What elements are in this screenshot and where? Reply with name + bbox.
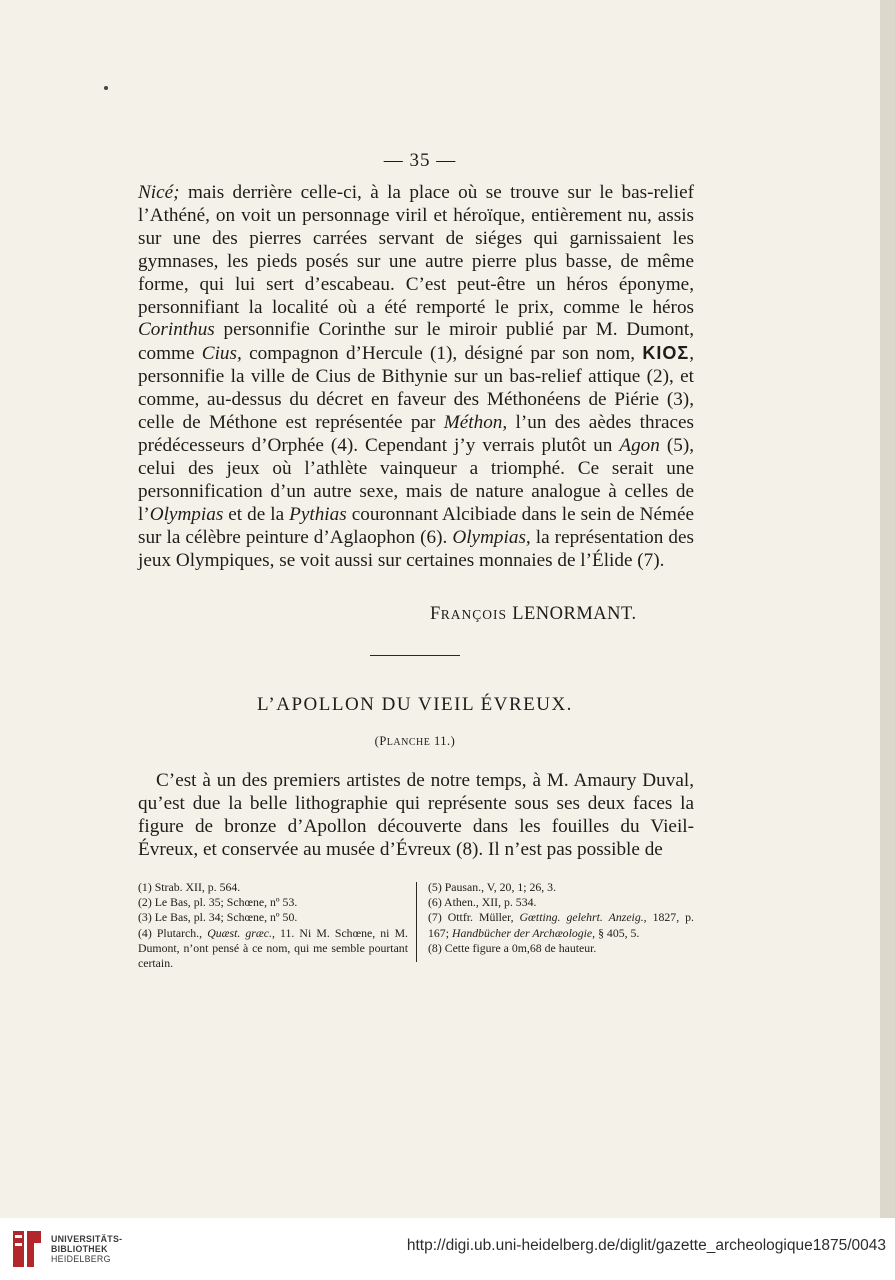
text-run: compagnon d’Hercule (1), désigné par son nom, [241,343,643,365]
plate-number: 11.) [430,734,456,748]
text-run: (3) Le Bas, pl. 34; Schœne, nº 50. [138,910,298,925]
italic-term: Olympias [149,503,224,525]
italic-term: Nicé; [138,182,180,203]
text-run: (4) Plutarch., [138,925,208,940]
italic-term: Pythias [289,503,347,525]
italic-term: Quæst. græc., [207,925,275,940]
footnote [138,910,408,925]
text-run: mais derrière celle-ci, à la place où se trouve sur le bas-relief l’Athéné, on voit un personnage viril et héroïque, entièrement nu, assis sur une des pierres carrées servant de siéges qui garnissaient les gymnases, les pieds posés sur une autre pierre plus basse, de même forme, qui lui sert d’escabeau. C’est peut-être un héros éponyme, personnifiant la localité où a été remporté le prix, comme le héros [138,182,694,318]
text-run: (5), celui des jeux où l’athlète vainqueur a triomphé. Ce serait une personnification d’un autre sexe, mais de nature analogue à celles de l’ [138,434,695,525]
text-run: (6) Athen., XII, p. 534. [428,895,537,910]
section-divider [370,655,460,656]
source-url-link[interactable]: http://digi.ub.uni-heidelberg.de/diglit/gazette_archeologique1875/0043 [406,1237,886,1254]
heidelberg-library-logo-icon [10,1229,44,1269]
text-run: (7) Ottfr. Müller, [428,910,520,925]
footnote [138,880,408,895]
italic-term: Corinthus [138,319,215,341]
footnotes-left-column [138,880,408,971]
footnote [138,926,408,972]
footnote [428,941,694,956]
text-run: 11. Ni M. Schœne, ni M. Dumont, n’ont pensé à ce nom, qui me semble pourtant certain. [138,925,409,971]
paragraph [138,182,694,572]
footnote [428,880,694,895]
italic-term: Cius, [201,343,242,365]
text-run: personnifie Corinthe sur le miroir publié par M. Dumont, comme [138,319,694,365]
plate-reference [0,734,830,749]
plate-open: (P [374,734,387,748]
text-run: (2) Le Bas, pl. 35; Schœne, nº 53. [138,895,298,910]
library-name-line3: HEIDELBERG [51,1254,111,1264]
footnote [428,895,694,910]
italic-term: Méthon, [443,412,508,434]
text-run: couronnant Alcibiade dans le sein de Némée sur la célèbre peinture d’Aglaophon (6). [138,503,694,548]
text-run: , personnifie la ville de Cius de Bithynie sur un bas-relief attique (2), et comme, au-dessus du décret en faveur des Méthonéens de Piérie (3), celle de Méthone est représentée par [138,343,694,434]
text-run: (5) Pausan., V, 20, 1; 26, 3. [428,880,557,894]
footnote [428,910,694,940]
text-run: (8) Cette figure a 0m,68 de hauteur. [428,940,597,955]
scan-edge [880,0,895,1218]
author-first-name: RANÇOIS [440,607,508,622]
ink-speck [104,86,108,90]
greek-inscription: ΚΙΟΣ [642,343,690,364]
text-run: 1827, p. 167; [428,910,694,940]
page-number: — 35 — [383,150,457,171]
article-body-apollon [138,770,694,862]
italic-term: Gœtting. gelehrt. Anzeig., [519,910,647,925]
text-run: (1) Strab. XII, p. 564. [138,880,241,894]
italic-term: Olympias, [452,526,531,548]
italic-term: Handbücher der Archæologie, [451,925,596,940]
author-last-name: LENORMANT. [512,604,637,624]
footnote-column-divider [416,882,417,962]
article-title: L’APOLLON DU VIEIL ÉVREUX. [257,694,573,715]
author-signature [430,604,637,625]
plate-word: LANCHE [386,737,431,748]
library-name [51,1234,122,1264]
library-name-line2: BIBLIOTHEK [51,1244,108,1254]
library-name-line1: UNIVERSITÄTS- [51,1234,123,1244]
italic-term: Agon [619,434,660,456]
text-run: l’un des aèdes thraces prédécesseurs d’Orphée (4). Cependant j’y verrais plutôt un [138,412,694,456]
article-body-lenormant [138,182,694,572]
paragraph: C’est à un des premiers artistes de notre temps, à M. Amaury Duval, qu’est due la belle lithographie qui représente sous ses deux faces la figure de bronze d’Apollon découverte dans les fouilles du Vieil-Évreux, et conservée au musée d’Évreux (8). Il n’est pas possible de [138,770,694,860]
footnote [138,895,408,910]
text-run: § 405, 5. [595,925,640,940]
author-initial: F [430,604,441,624]
footnotes-right-column [428,880,694,956]
text-run: et de la [223,503,290,525]
text-run: la représentation des jeux Olympiques, se voit aussi sur certaines monnaies de l’Élide (7). [138,526,694,571]
